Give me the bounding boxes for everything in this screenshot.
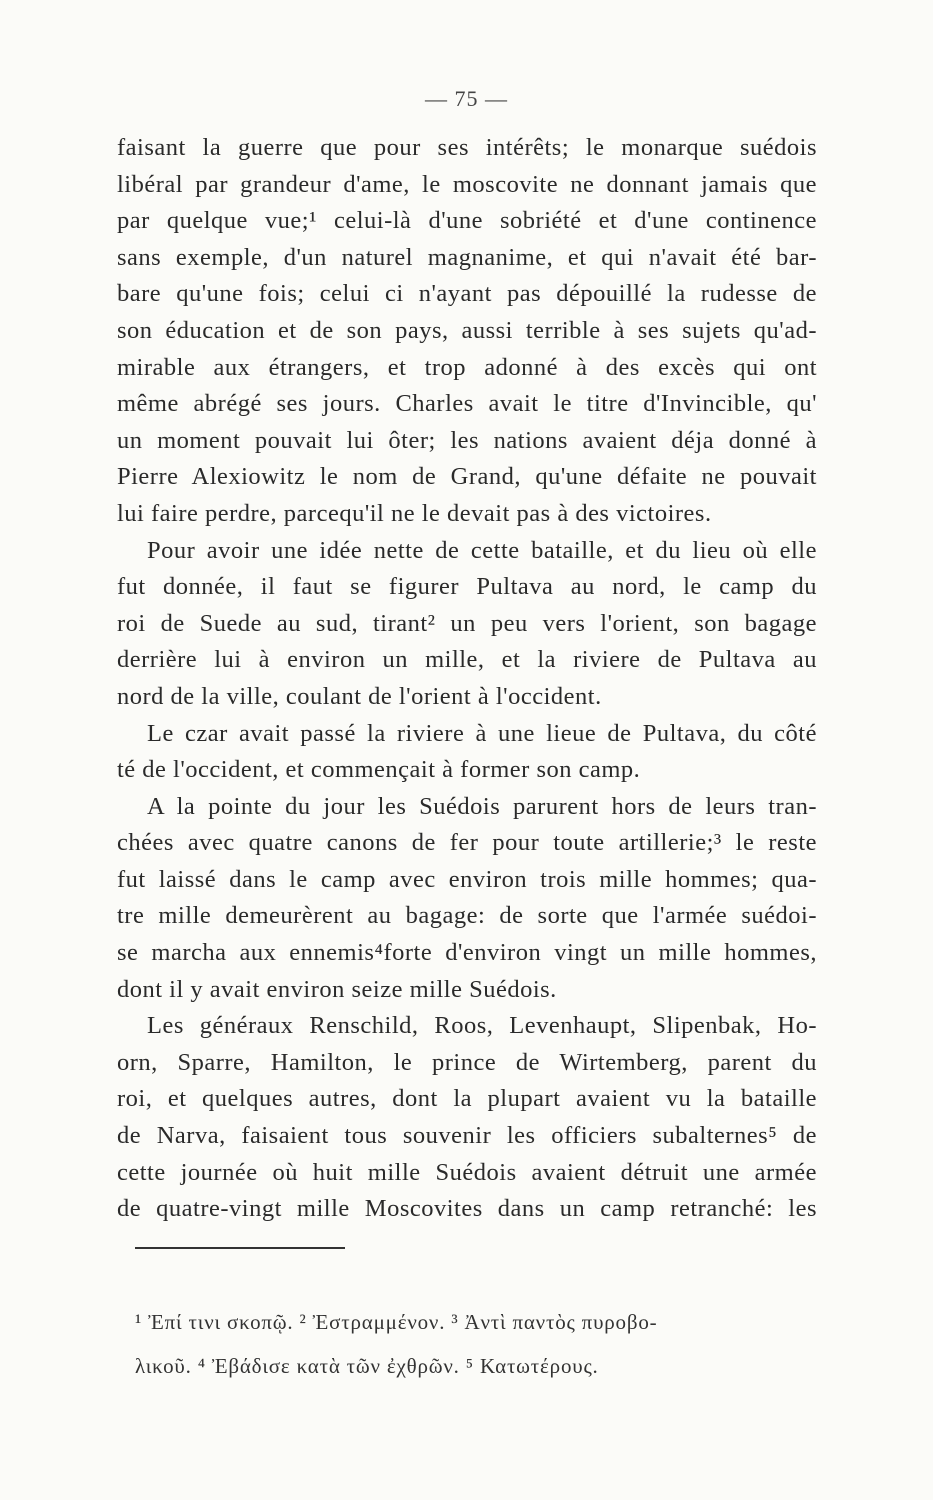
text-line: cette journée où huit mille Suédois avaient détruit une armée bbox=[117, 1158, 817, 1186]
text-line: Le czar avait passé la riviere à une lieue de Pultava, du côté bbox=[147, 719, 817, 747]
text-line: té de l'occident, et commençait à former son camp. bbox=[117, 756, 641, 784]
text-line: sans exemple, d'un naturel magnanime, et qui n'avait été bar- bbox=[117, 243, 817, 271]
text-line: nord de la ville, coulant de l'orient à l'occident. bbox=[117, 682, 602, 710]
text-line: dont il y avait environ seize mille Suédois. bbox=[117, 975, 557, 1003]
text-line: libéral par grandeur d'ame, le moscovite ne donnant jamais que bbox=[117, 170, 817, 198]
body-text bbox=[117, 130, 817, 1228]
text-line: tre mille demeurèrent au bagage: de sorte que l'armée suédoi- bbox=[117, 902, 817, 930]
text-line: roi de Suede au sud, tirant² un peu vers l'orient, son bagage bbox=[117, 609, 817, 637]
text-line: de Narva, faisaient tous souvenir les officiers subalternes⁵ de bbox=[117, 1122, 817, 1150]
footnote-divider bbox=[135, 1247, 345, 1249]
text-line: derrière lui à environ un mille, et la riviere de Pultava au bbox=[117, 646, 817, 674]
text-line: son éducation et de son pays, aussi terrible à ses sujets qu'ad- bbox=[117, 316, 817, 344]
text-line: orn, Sparre, Hamilton, le prince de Wirtemberg, parent du bbox=[117, 1048, 817, 1076]
footnote-line: ¹ Ἐπί τινι σκοπῷ. ² Ἐστραμμένον. ³ Ἀντὶ παντὸς πυροβο- bbox=[135, 1310, 658, 1334]
text-line: A la pointe du jour les Suédois parurent hors de leurs tran- bbox=[147, 792, 817, 820]
text-line: Les généraux Renschild, Roos, Levenhaupt, Slipenbak, Ho- bbox=[147, 1012, 817, 1040]
text-line: fut donnée, il faut se figurer Pultava au nord, le camp du bbox=[117, 573, 817, 601]
text-line: un moment pouvait lui ôter; les nations avaient déja donné à bbox=[117, 426, 817, 454]
text-line: bare qu'une fois; celui ci n'ayant pas dépouillé la rudesse de bbox=[117, 280, 817, 308]
footnotes bbox=[135, 1300, 805, 1388]
text-line: mirable aux étrangers, et trop adonné à des excès qui ont bbox=[117, 353, 817, 381]
text-line: Pierre Alexiowitz le nom de Grand, qu'une défaite ne pouvait bbox=[117, 463, 817, 491]
text-line: de quatre-vingt mille Moscovites dans un camp retranché: les bbox=[117, 1195, 817, 1223]
text-line: chées avec quatre canons de fer pour toute artillerie;³ le reste bbox=[117, 829, 817, 857]
page-number: — 75 — bbox=[425, 86, 508, 111]
text-line: Pour avoir une idée nette de cette bataille, et du lieu où elle bbox=[147, 536, 817, 564]
text-line: faisant la guerre que pour ses intérêts; le monarque suédois bbox=[117, 134, 817, 161]
text-line: fut laissé dans le camp avec environ trois mille hommes; qua- bbox=[117, 865, 817, 893]
footnote-line: λικοῦ. ⁴ Ἐβάδισε κατὰ τῶν ἐχθρῶν. ⁵ Κατωτέρους. bbox=[135, 1354, 599, 1378]
text-line: lui faire perdre, parcequ'il ne le devait pas à des victoires. bbox=[117, 499, 712, 527]
text-line: par quelque vue;¹ celui-là d'une sobriété et d'une continence bbox=[117, 207, 817, 235]
text-line: même abrégé ses jours. Charles avait le titre d'Invincible, qu' bbox=[117, 390, 817, 418]
text-line: roi, et quelques autres, dont la plupart avaient vu la bataille bbox=[117, 1085, 817, 1113]
text-line: se marcha aux ennemis⁴forte d'environ vingt un mille hommes, bbox=[117, 939, 817, 967]
